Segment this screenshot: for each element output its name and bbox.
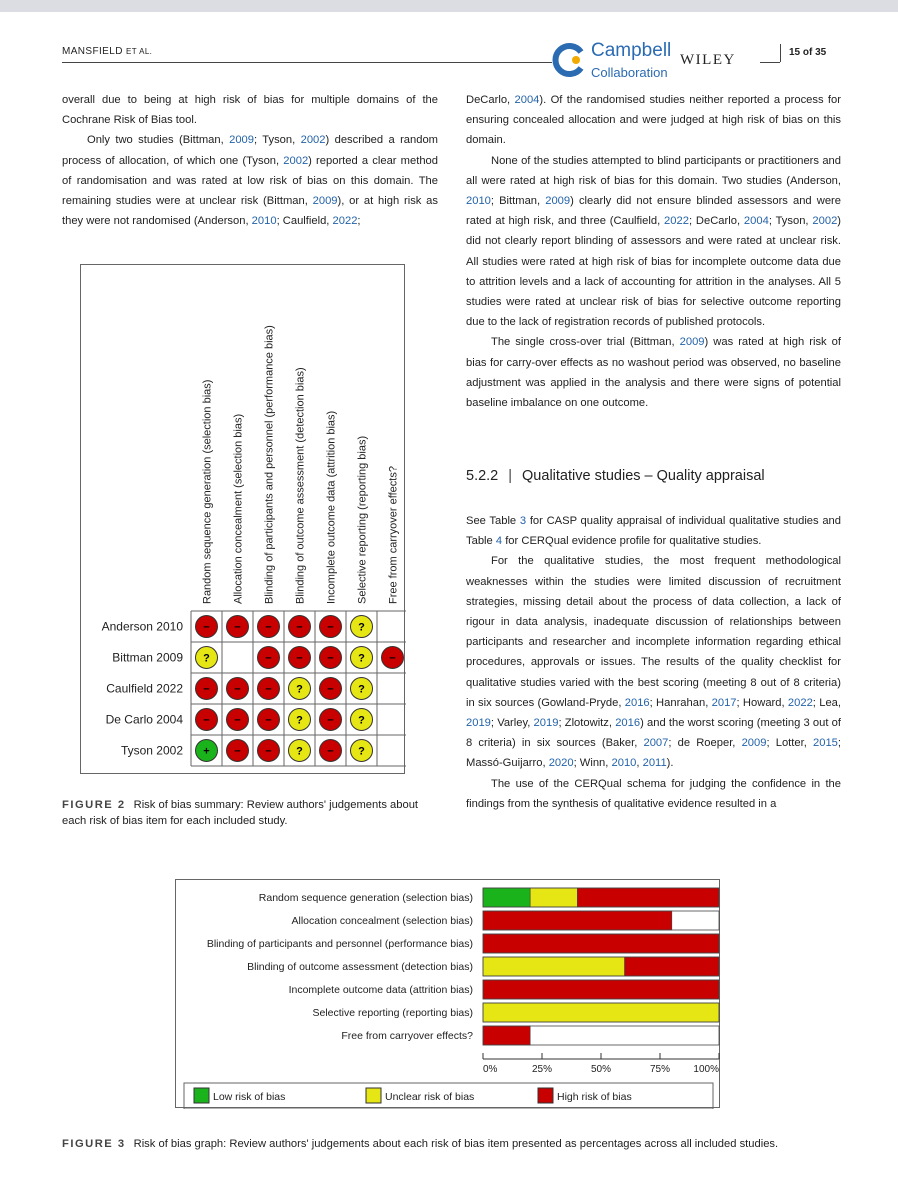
bar-segment bbox=[483, 934, 719, 953]
section-number: 5.2.2 bbox=[466, 468, 499, 484]
rating-symbol: − bbox=[265, 714, 272, 727]
caption-label: FIGURE 3 bbox=[62, 1138, 126, 1150]
rating-symbol: − bbox=[327, 683, 334, 696]
rating-symbol: − bbox=[234, 621, 241, 634]
text-run: ) reported a clear method of randomisation and was rated at low risk of bias on this domain. The remaining studies were at unclear risk (Bittman, bbox=[62, 154, 438, 208]
paragraph bbox=[466, 90, 841, 151]
section-separator: | bbox=[508, 468, 513, 484]
figure-2-frame bbox=[80, 264, 405, 774]
x-tick-label: 0% bbox=[483, 1064, 498, 1075]
text-run: The single cross-over trial (Bittman, bbox=[491, 336, 680, 349]
text-run: ), or at high risk as they were not randomised (Anderson, bbox=[62, 195, 438, 228]
legend-swatch bbox=[538, 1088, 553, 1103]
column-header-1: Random sequence generation (selection bias) bbox=[201, 379, 214, 604]
figure-3-caption bbox=[62, 1136, 852, 1152]
paragraph bbox=[466, 774, 841, 814]
citation-link[interactable]: 2009 bbox=[679, 336, 705, 349]
right-column-lower bbox=[466, 511, 841, 814]
rating-symbol: − bbox=[234, 745, 241, 758]
rating-symbol: − bbox=[234, 683, 241, 696]
text-run: None of the studies attempted to blind participants or practitioners and all were rated at high risk of bias for this domain. Two studies (Anderson, bbox=[466, 154, 841, 187]
rating-symbol: − bbox=[327, 745, 334, 758]
text-run: ; Zlotowitz, bbox=[558, 717, 616, 730]
column-header-6: Selective reporting (reporting bias) bbox=[356, 435, 369, 604]
text-run: overall due to being at high risk of bias for multiple domains of the Cochrane Risk of Bias tool. bbox=[62, 94, 438, 127]
text-run: The use of the CERQual schema for judging the confidence in the findings from the synthesis of qualitative evidence resulted in a bbox=[466, 777, 841, 810]
rating-symbol: − bbox=[203, 714, 210, 727]
header-rule-right bbox=[760, 62, 780, 63]
rating-symbol: ? bbox=[358, 652, 365, 665]
left-column bbox=[62, 90, 438, 231]
column-header-4: Blinding of outcome assessment (detection bias) bbox=[294, 367, 307, 604]
citation-link[interactable]: 2017 bbox=[711, 696, 737, 709]
bar-segment bbox=[483, 1003, 719, 1022]
text-run: ; Caulfield, bbox=[276, 215, 333, 228]
citation-link[interactable]: 2019 bbox=[466, 717, 491, 730]
column-header-5: Incomplete outcome data (attrition bias) bbox=[325, 410, 338, 604]
top-bar bbox=[0, 0, 898, 12]
category-label: Blinding of outcome assessment (detection bias) bbox=[247, 961, 473, 973]
campbell-c-icon bbox=[551, 42, 587, 78]
study-label: Bittman 2009 bbox=[112, 650, 183, 665]
rating-symbol: ? bbox=[296, 745, 303, 758]
text-run: ; Varley, bbox=[490, 717, 534, 730]
text-run: ; Tyson, bbox=[768, 215, 813, 228]
paragraph bbox=[62, 130, 438, 231]
section-heading bbox=[466, 468, 765, 484]
category-label: Free from carryover effects? bbox=[341, 1030, 473, 1042]
citation-link[interactable]: 2010 bbox=[251, 215, 277, 228]
rating-symbol: ? bbox=[358, 683, 365, 696]
paragraph bbox=[62, 90, 438, 130]
rating-symbol: ? bbox=[203, 652, 210, 665]
citation-link[interactable]: 2009 bbox=[312, 195, 338, 208]
text-run: ; Winn, bbox=[573, 757, 612, 770]
text-run: ; Lea, bbox=[812, 696, 841, 709]
text-run: ; Hanrahan, bbox=[649, 696, 712, 709]
text-run: DeCarlo, bbox=[466, 94, 515, 106]
rating-symbol: − bbox=[234, 714, 241, 727]
caption-text: Risk of bias graph: Review authors' judgements about each risk of bias item presented as percentages across all included studies. bbox=[133, 1138, 779, 1150]
section-title: Qualitative studies – Quality appraisal bbox=[522, 468, 765, 484]
rating-symbol: − bbox=[265, 683, 272, 696]
text-run: ; Lotter, bbox=[766, 737, 813, 750]
rating-symbol: ? bbox=[296, 683, 303, 696]
citation-link[interactable]: 2016 bbox=[624, 696, 650, 709]
logo-line1: Campbell bbox=[591, 40, 672, 61]
x-tick-label: 100% bbox=[693, 1064, 719, 1075]
table-link[interactable]: 3 bbox=[519, 515, 527, 527]
citation-link[interactable]: 2015 bbox=[813, 737, 838, 750]
text-run: ) clearly did not ensure blinded assessors and were rated at high risk, and three (Caulfield, bbox=[466, 195, 841, 228]
category-label: Blinding of participants and personnel (performance bias) bbox=[206, 938, 473, 950]
text-run: ) described a random process of allocation, of which one (Tyson, bbox=[62, 134, 438, 167]
campbell-logo bbox=[551, 40, 691, 82]
rating-symbol: − bbox=[327, 652, 334, 665]
citation-link[interactable]: 2022 bbox=[787, 696, 813, 709]
rating-symbol: − bbox=[265, 621, 272, 634]
text-run: See Table bbox=[466, 515, 520, 527]
logo-line2: Collaboration bbox=[591, 65, 668, 80]
bar-segment bbox=[483, 1026, 530, 1045]
bar-segment bbox=[625, 957, 719, 976]
text-run: ). Of the randomised studies neither reported a process for ensuring concealed allocation and were judged at high risk of bias on this domain. bbox=[466, 94, 841, 147]
text-run: ; de Roeper, bbox=[668, 737, 742, 750]
rating-symbol: − bbox=[389, 652, 396, 665]
author-name: MANSFIELD bbox=[62, 46, 123, 57]
column-header-2: Allocation concealment (selection bias) bbox=[232, 413, 245, 604]
bar-segment bbox=[483, 911, 672, 930]
column-header-3: Blinding of participants and personnel (performance bias) bbox=[263, 325, 276, 604]
text-run: ) did not clearly report blinding of assessors and were rated at unclear risk. All studies were rated at high risk of bias for incomplete outcome data due to attrition levels and a lack of accounting for attrition in the analyses. All 5 studies were rated at unclear risk of bias for selective outcome reporting due to the lack of registration records of published protocols. bbox=[466, 215, 842, 329]
x-tick-label: 25% bbox=[531, 1064, 553, 1075]
citation-link[interactable]: 2004 bbox=[743, 215, 769, 228]
text-run: for CASP quality appraisal of individual qualitative studies and Table bbox=[466, 515, 842, 548]
text-run: ). bbox=[666, 757, 674, 770]
paragraph bbox=[466, 551, 841, 773]
rating-symbol: − bbox=[327, 621, 334, 634]
text-run: ; bbox=[357, 215, 361, 228]
right-column bbox=[466, 90, 841, 413]
citation-link[interactable]: 2002 bbox=[812, 215, 838, 228]
citation-link[interactable]: 2022 bbox=[332, 215, 358, 228]
rating-symbol: ? bbox=[358, 714, 365, 727]
citation-link[interactable]: 2007 bbox=[643, 737, 669, 750]
figure-2-caption bbox=[62, 797, 438, 829]
text-run: ; Massó-Guijarro, bbox=[466, 737, 841, 770]
legend-label: Low risk of bias bbox=[213, 1091, 286, 1103]
figure-3-frame bbox=[175, 879, 720, 1108]
text-run: ; Howard, bbox=[736, 696, 788, 709]
rating-symbol: ? bbox=[296, 714, 303, 727]
rating-symbol: − bbox=[203, 621, 210, 634]
bar-segment bbox=[577, 888, 719, 907]
header-rule bbox=[62, 62, 552, 63]
citation-link[interactable]: 2009 bbox=[741, 737, 767, 750]
x-tick-label: 75% bbox=[649, 1064, 671, 1075]
text-run: For the qualitative studies, the most frequent methodological weaknesses within the studies were limited discussion of recruitment strategies, missing detail about the process of data collection, a lack of rigour in data analysis, inadequate discussion of relationships between participants and researcher and incomplete information regarding ethical procedures, approvals or issues. The results of the quality checklist for qualitative studies varied with the best scoring (meeting 8 out of 8 criteria) in six sources (Gowland-Pryde, bbox=[466, 555, 841, 709]
x-tick-label: 50% bbox=[590, 1064, 612, 1075]
risk-of-bias-summary-chart bbox=[81, 265, 406, 775]
bar-segment bbox=[483, 888, 530, 907]
bar-segment bbox=[483, 957, 625, 976]
text-run: ) and the worst scoring (meeting 3 out of 8 criteria) in six sources (Baker, bbox=[466, 717, 841, 750]
table-link[interactable]: 4 bbox=[495, 535, 503, 548]
text-run: , bbox=[636, 757, 643, 770]
paragraph bbox=[466, 151, 841, 333]
text-run: ) was rated at high risk of bias for carry-over effects as no washout period was observed, no baseline adjustment was applied in the analysis and there were signs of potential baseline imbalance on one outcome. bbox=[466, 336, 841, 410]
caption-label: FIGURE 2 bbox=[62, 799, 126, 811]
rating-symbol: − bbox=[296, 652, 303, 665]
study-label: De Carlo 2004 bbox=[105, 712, 183, 727]
citation-link[interactable]: 2010 bbox=[611, 757, 637, 770]
category-label: Selective reporting (reporting bias) bbox=[312, 1007, 473, 1019]
citation-link[interactable]: 2009 bbox=[229, 134, 254, 147]
rating-symbol: ? bbox=[358, 745, 365, 758]
citation-link[interactable]: 2004 bbox=[514, 94, 540, 106]
citation-link[interactable]: 2019 bbox=[533, 717, 559, 730]
rating-symbol: − bbox=[327, 714, 334, 727]
legend-label: Unclear risk of bias bbox=[385, 1091, 475, 1103]
risk-of-bias-graph-chart bbox=[176, 880, 721, 1109]
rating-symbol: − bbox=[265, 745, 272, 758]
et-al: ET AL. bbox=[126, 47, 153, 56]
running-header bbox=[62, 46, 152, 57]
text-run: ; Tyson, bbox=[254, 134, 301, 147]
citation-link[interactable]: 2016 bbox=[615, 717, 641, 730]
citation-link[interactable]: 2002 bbox=[300, 134, 326, 147]
study-label: Anderson 2010 bbox=[101, 619, 183, 634]
category-label: Random sequence generation (selection bias) bbox=[258, 892, 473, 904]
text-run: for CERQual evidence profile for qualitative studies. bbox=[502, 535, 762, 548]
rating-symbol: ? bbox=[358, 621, 365, 634]
bar-segment bbox=[483, 980, 719, 999]
rating-symbol: − bbox=[265, 652, 272, 665]
rating-symbol: − bbox=[296, 621, 303, 634]
category-label: Allocation concealment (selection bias) bbox=[291, 915, 473, 927]
citation-link[interactable]: 2020 bbox=[548, 757, 574, 770]
legend-swatch bbox=[366, 1088, 381, 1103]
study-label: Caulfield 2022 bbox=[106, 681, 183, 696]
rating-symbol: + bbox=[203, 745, 210, 758]
citation-link[interactable]: 2022 bbox=[664, 215, 689, 228]
text-run: Only two studies (Bittman, bbox=[87, 134, 230, 147]
rating-symbol: − bbox=[203, 683, 210, 696]
bar-segment bbox=[530, 888, 577, 907]
publisher-name: WILEY bbox=[680, 52, 736, 68]
category-label: Incomplete outcome data (attrition bias) bbox=[288, 984, 473, 996]
caption-text: Risk of bias summary: Review authors' judgements about each risk of bias item for each included study. bbox=[62, 799, 419, 827]
citation-link[interactable]: 2002 bbox=[283, 154, 309, 167]
citation-link[interactable]: 2011 bbox=[642, 757, 667, 770]
legend-label: High risk of bias bbox=[557, 1091, 632, 1103]
citation-link[interactable]: 2009 bbox=[545, 195, 571, 208]
column-header-7: Free from carryover effects? bbox=[387, 466, 400, 604]
citation-link[interactable]: 2010 bbox=[466, 195, 491, 208]
paragraph bbox=[466, 511, 841, 551]
legend-swatch bbox=[194, 1088, 209, 1103]
paragraph bbox=[466, 332, 841, 413]
page-number: 15 of 35 bbox=[780, 44, 844, 62]
text-run: ; Bittman, bbox=[490, 195, 546, 208]
study-label: Tyson 2002 bbox=[120, 743, 183, 758]
text-run: ; DeCarlo, bbox=[688, 215, 744, 228]
